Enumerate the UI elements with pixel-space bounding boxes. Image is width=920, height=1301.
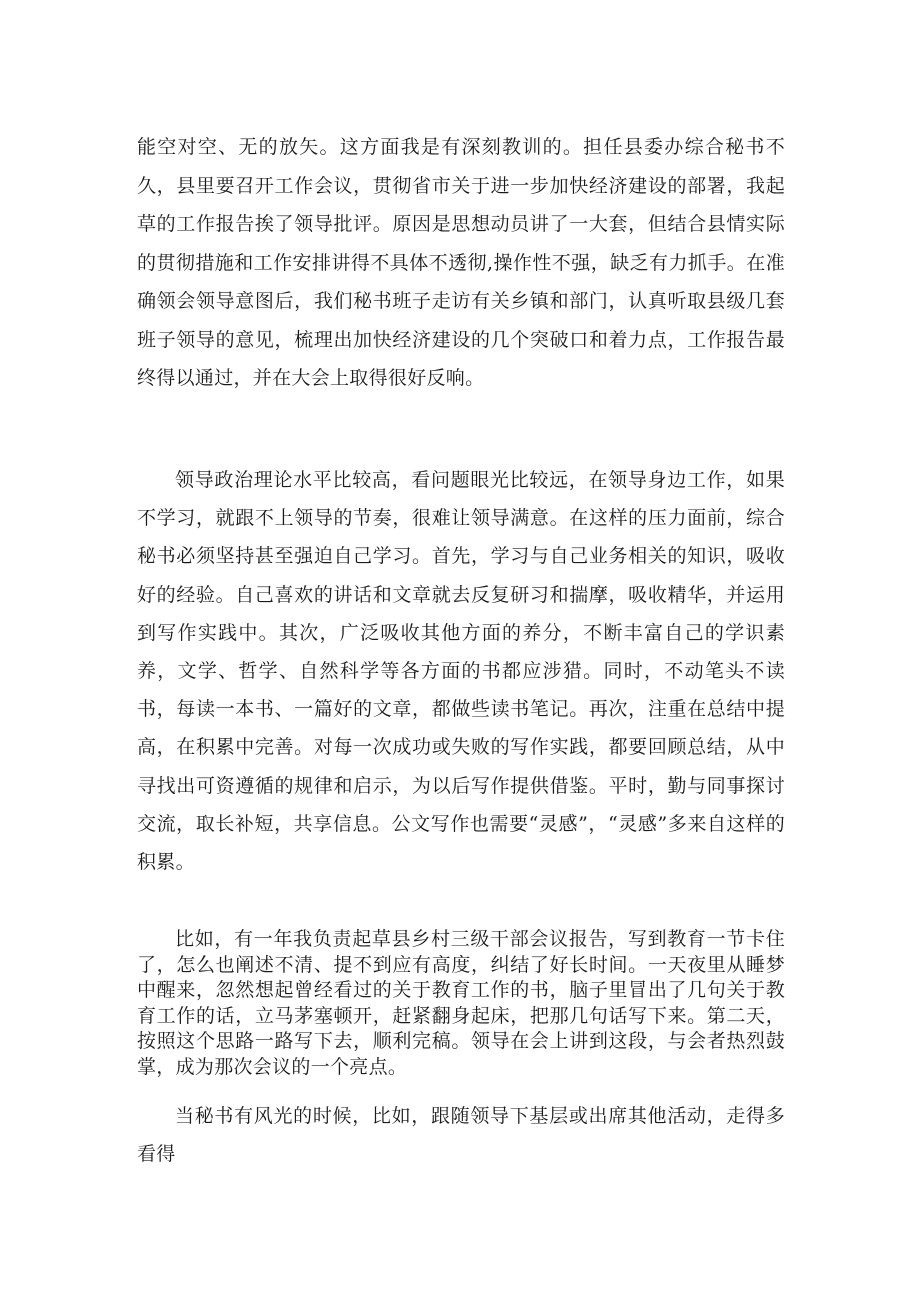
paragraph-secretary-glory: 当秘书有风光的时候，比如，跟随领导下基层或出席其他活动，走得多看得 [137, 1105, 785, 1165]
paragraph-continuous-learning: 领导政治理论水平比较高，看问题眼光比较远，在领导身边工作，如果不学习，就跟不上领导的节奏，很难让领导满意。在这样的压力面前，综合秘书必须坚持甚至强迫自己学习。首先，学习与自己业务相关的知识，吸收好的经验。自己喜欢的讲话和文章就去反复研习和揣摩，吸收精华，并运用到写作实践中。其次，广泛吸收其他方面的养分，不断丰富自己的学识素养，文学、哲学、自然科学等各方面的书都应涉猎。同时，不动笔头不读书，每读一本书、一篇好的文章，都做些读书笔记。再次，注重在总结中提高，在积累中完善。对每一次成功或失败的写作实践，都要回顾总结，从中寻找出可资遵循的规律和启示，为以后写作提供借鉴。平时，勤与同事探讨交流，取长补短，共享信息。公文写作也需要“灵感”，“灵感”多来自这样的积累。 [137, 469, 785, 874]
paragraph-lesson-learned: 能空对空、无的放矢。这方面我是有深刻教训的。担任县委办综合秘书不久，县里要召开工作会议，贯彻省市关于进一步加快经济建设的部署，我起草的工作报告挨了领导批评。原因是思想动员讲了一大套，但结合县情实际的贯彻措施和工作安排讲得不具体不透彻,操作性不强，缺乏有力抓手。在准确领会领导意图后，我们秘书班子走访有关乡镇和部门，认真听取县级几套班子领导的意见，梳理出加快经济建设的几个突破口和着力点，工作报告最终得以通过，并在大会上取得很好反响。 [137, 136, 785, 389]
paragraph-inspiration-example: 比如，有一年我负责起草县乡村三级干部会议报告，写到教育一节卡住了，怎么也阐述不清、提不到应有高度，纠结了好长时间。一天夜里从睡梦中醒来，忽然想起曾经看过的关于教育工作的书，脑子里冒出了几句关于教育工作的话，立马茅塞顿开，赶紧翻身起床，把那几句话写下来。第二天，按照这个思路一路写下去，顺利完稿。领导在会上讲到这段，与会者热烈鼓掌，成为那次会议的一个亮点。 [137, 928, 785, 1078]
